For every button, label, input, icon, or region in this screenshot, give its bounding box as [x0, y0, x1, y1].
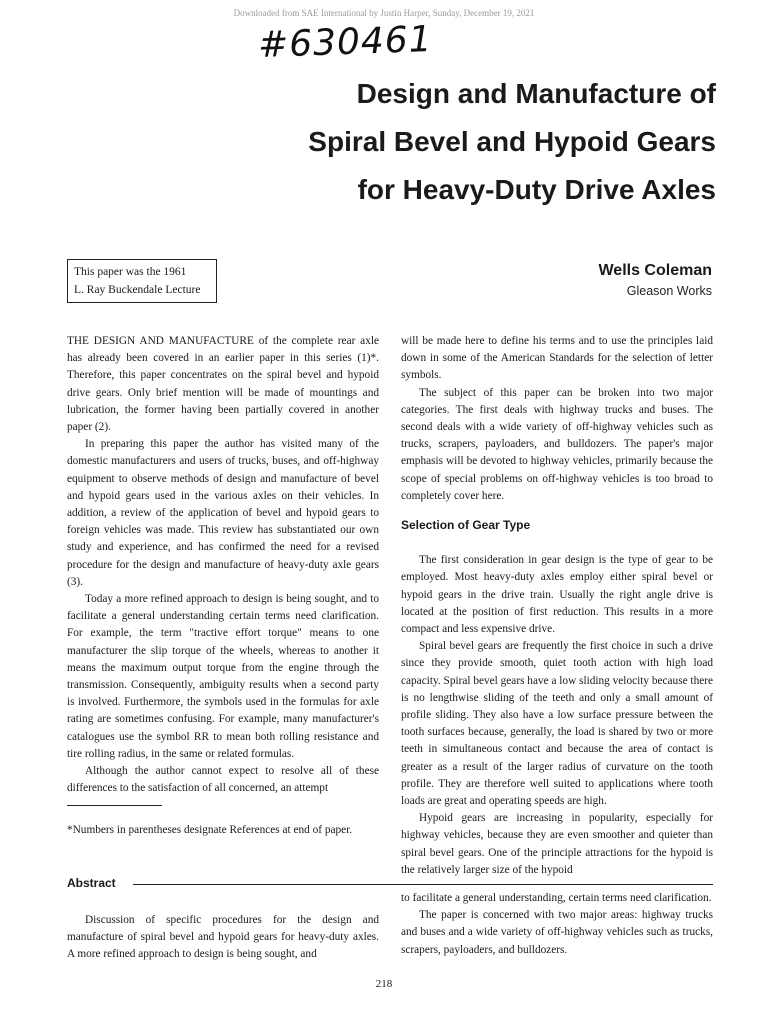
download-note: Downloaded from SAE International by Justin Harper, Sunday, December 19, 2021 [233, 8, 535, 18]
body-paragraph: will be made here to define his terms and to use the principles laid down in some of the American Standards for the selection of letter symbols. [401, 335, 713, 382]
section-heading: Selection of Gear Type [401, 518, 531, 533]
body-paragraph: Today a more refined approach to design is being sought, and to facilitate a general understanding certain terms need clarification. For example, the term "tractive effort torque" means to one manufacturer the slip torque of the wheels, whereas to another it means the maximum output torque from the engine through the transmission. Consequently, ambiguity results when a second party is involved. Furthermore, the symbols used in the formulas for axle rating are sometimes confusing. For example, many manufacturer's catalogues use the symbol RR to mean both rolling resistance and tire rolling radius, in the same or related formulas. [67, 593, 379, 760]
handwritten-paper-number: #630461 [257, 18, 434, 67]
abstract-text-left: Discussion of specific procedures for the design and manufacture of spiral bevel and hypoid gears for heavy-duty axles. A more refined approach to design is being sought, and [67, 914, 379, 961]
abstract-divider [133, 884, 713, 885]
lecture-note-line-1: This paper was the 1961 [74, 266, 187, 278]
footnote: *Numbers in parentheses designate References at end of paper. [67, 824, 353, 836]
author-block [598, 260, 712, 300]
left-column [67, 333, 379, 797]
paper-title-line-1: Design and Manufacture of [356, 78, 716, 109]
abstract-text-right [401, 890, 713, 959]
paper-title [246, 70, 716, 214]
body-paragraph: In preparing this paper the author has visited many of the domestic manufacturers and users of trucks, buses, and off-highway equipment to observe methods of design and manufacture of bevel and hypoid gears used in the various axles on their vehicles. In addition, a review of the application of bevel and hypoid gears to foreign vehicles was made. This review has substantiated our own study and experience, and has confirmed the need for a revised procedure for the design and manufacture of heavy-duty axle gears (3). [67, 438, 379, 588]
abstract-paragraph: The paper is concerned with two major areas: highway trucks and buses and a wide variety of off-highway vehicles such as trucks, scrapers, payloaders, and bulldozers. [401, 909, 713, 956]
body-paragraph: Spiral bevel gears are frequently the first choice in such a drive since they provide smooth, quiet tooth action with high load capacity. Spiral bevel gears have a low sliding velocity because there is no lengthwise sliding of the teeth and only a small amount of profile sliding. They also have a low surface pressure between the tooth surfaces because, generally, the load is shared by two or more teeth in simultaneous contact and because the area of contact is greater as a result of the larger radius of curvature on the tooth profile. They are therefore well suited to applications where tooth loads are great and operating speeds are high. [401, 640, 714, 808]
page-number: 218 [375, 978, 393, 990]
paper-title-line-2: Spiral Bevel and Hypoid Gears [308, 126, 716, 157]
body-paragraph: The subject of this paper can be broken into two major categories. The first deals with highway trucks and buses. The second deals with a wide variety of off-highway vehicles such as trucks, scrapers, payloaders, and bulldozers. The paper's major emphasis will be devoted to highway vehicles, primarily because the scope of special problems on off-highway vehicles is too broad to completely cover here. [401, 386, 713, 502]
body-paragraph: Although the author cannot expect to resolve all of these differences to the satisfaction of all concerned, an attempt [67, 765, 379, 795]
footnote-divider [67, 805, 162, 806]
body-paragraph: THE DESIGN AND MANUFACTURE of the complete rear axle has already been covered in an earlier paper in this series (1)*. Therefore, this paper concentrates on the spiral bevel and hypoid drive gears. Only brief mention will be made of mountings and lubrication, the former having been partially covered in another paper (2). [67, 335, 379, 434]
body-paragraph: The first consideration in gear design is the type of gear to be employed. Most heavy-duty axles employ either spiral bevel or hypoid gears in the drive train. Usually the right angle drive is located at the position of first reduction. This results in a more compact and less expensive drive. [401, 554, 713, 636]
body-paragraph: Hypoid gears are increasing in popularity, especially for highway vehicles, because they are even smoother and quieter than spiral bevel gears. One of the principle attractions for the hypoid is the relatively larger size of the hypoid [401, 812, 713, 876]
lecture-note-box [67, 259, 217, 303]
lecture-note-line-2: L. Ray Buckendale Lecture [74, 284, 201, 296]
paper-title-line-3: for Heavy-Duty Drive Axles [357, 174, 716, 205]
author-affiliation: Gleason Works [626, 284, 712, 298]
abstract-paragraph: to facilitate a general understanding, certain terms need clarification. [401, 892, 712, 904]
author-name: Wells Coleman [598, 262, 712, 279]
abstract-label: Abstract [67, 876, 116, 890]
right-column [401, 333, 713, 879]
